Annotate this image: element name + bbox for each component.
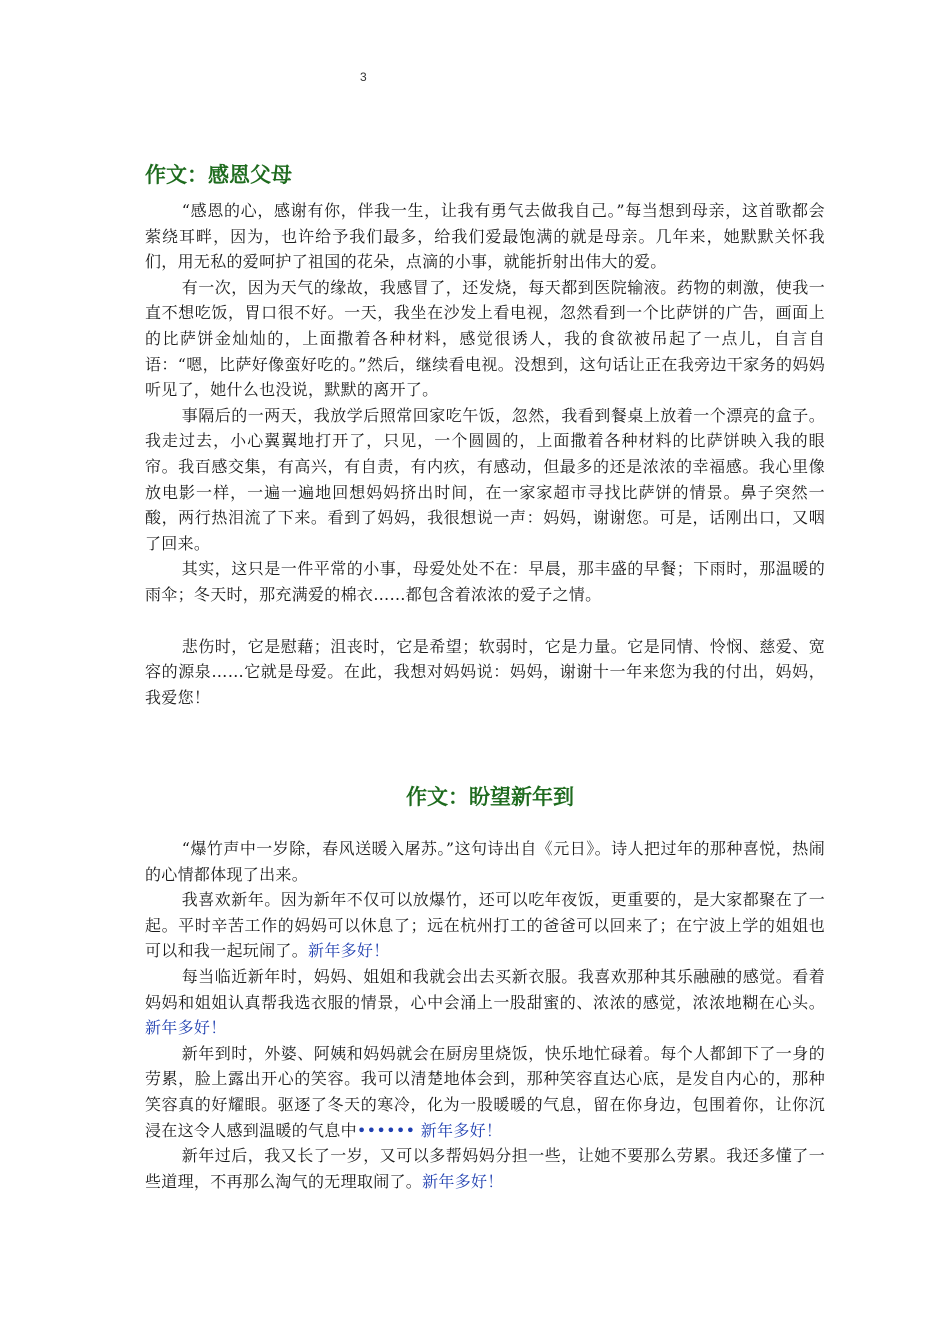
paragraph: “感恩的心，感谢有你，伴我一生，让我有勇气去做我自己。”每当想到母亲，这首歌都会萦绕耳畔，因为，也许给予我们最多，给我们爱最饱满的就是母亲。几年来，她默默关怀我们，用无私的爱呵护了祖国的花朵，点滴的小事，就能折射出伟大的爱。 [145, 201, 825, 272]
paragraph-text: 每当临近新年时，妈妈、姐姐和我就会出去买新衣服。我喜欢那种其乐融融的感觉。看着妈妈和姐姐认真帮我选衣服的情景，心中会涌上一股甜蜜的、浓浓的感觉，浓浓地糊在心头。 [145, 966, 825, 1012]
paragraph-text: 我喜欢新年。因为新年不仅可以放爆竹，还可以吃年夜饭，更重要的，是大家都聚在了一起。平时辛苦工作的妈妈可以休息了；远在杭州打工的爸爸可以回来了；在宁波上学的姐姐也可以和我一起玩闹了。 [145, 890, 825, 961]
paragraph [145, 887, 825, 964]
paragraph-text: 新年到时，外婆、阿姨和妈妈就会在厨房里烧饭，快乐地忙碌着。每个人都卸下了一身的劳累，脸上露出开心的笑容。我可以清楚地体会到，那种笑容直达心底，是发自内心的，那种笑容真的好耀眼。驱逐了冬天的寒冷，化为一股暖暖的气息，留在你身边，包围着你，让你沉浸在这令人感到温暖的气息中 [145, 1043, 825, 1140]
paragraph: 其实，这只是一件平常的小事，母爱处处不在：早晨，那丰盛的早餐；下雨时，那温暖的雨伞；冬天时，那充满爱的棉衣……都包含着浓浓的爱子之情。 [145, 559, 825, 604]
paragraph: 悲伤时，它是慰藉；沮丧时，它是希望；软弱时，它是力量。它是同情、怜悯、慈爱、宽容的源泉……它就是母爱。在此，我想对妈妈说：妈妈，谢谢十一年来您为我的付出，妈妈，我爱您！ [145, 636, 825, 707]
paragraph: 事隔后的一两天，我放学后照常回家吃午饭，忽然，我看到餐桌上放着一个漂亮的盒子。我走过去，小心翼翼地打开了，只见，一个圆圆的，上面撒着各种材料的比萨饼映入我的眼帘。我百感交集，有高兴，有自责，有内疚，有感动，但最多的还是浓浓的幸福感。我心里像放电影一样，一遍一遍地回想妈妈挤出时间，在一家家超市寻找比萨饼的情景。鼻子突然一酸，两行热泪流了下来。看到了妈妈，我很想说一声：妈妈，谢谢您。可是，话刚出口，又咽了回来。 [145, 405, 825, 553]
paragraph [145, 1041, 825, 1143]
paragraph-highlight: 新年多好！ [308, 941, 390, 961]
paragraph-highlight: 新年多好！ [422, 1171, 504, 1191]
paragraph-highlight: •••••• 新年多好！ [356, 1120, 503, 1140]
paragraph: 有一次，因为天气的缘故，我感冒了，还发烧，每天都到医院输液。药物的刺激，使我一直不想吃饭，胃口很不好。一天，我坐在沙发上看电视，忽然看到一个比萨饼的广告，画面上的比萨饼金灿灿的，上面撒着各种材料，感觉很诱人，我的食欲被吊起了一点儿，自言自语：“嗯，比萨好像蛮好吃的。”然后，继续看电视。没想到，这句话让正在我旁边干家务的妈妈听见了，她什么也没说，默默的离开了。 [145, 277, 825, 400]
paragraph-highlight: 新年多好！ [145, 1018, 227, 1038]
essay-new-year [145, 782, 825, 1194]
essay-gratitude-parents [145, 160, 825, 710]
paragraph-text: 新年过后，我又长了一岁，又可以多帮妈妈分担一些，让她不要那么劳累。我还多懂了一些道理，不再那么淘气的无理取闹了。 [145, 1146, 825, 1191]
page-number: 3 [360, 70, 367, 84]
essay-title: 作文：盼望新年到 [406, 785, 574, 809]
essay-title: 作文：感恩父母 [145, 163, 292, 187]
paragraph [145, 1143, 825, 1194]
paragraph [145, 964, 825, 1041]
paragraph-text: “爆竹声中一岁除，春风送暖入屠苏。”这句诗出自《元日》。诗人把过年的那种喜悦，热闹的心情都体现了出来。 [145, 839, 825, 884]
paragraph [145, 836, 825, 887]
